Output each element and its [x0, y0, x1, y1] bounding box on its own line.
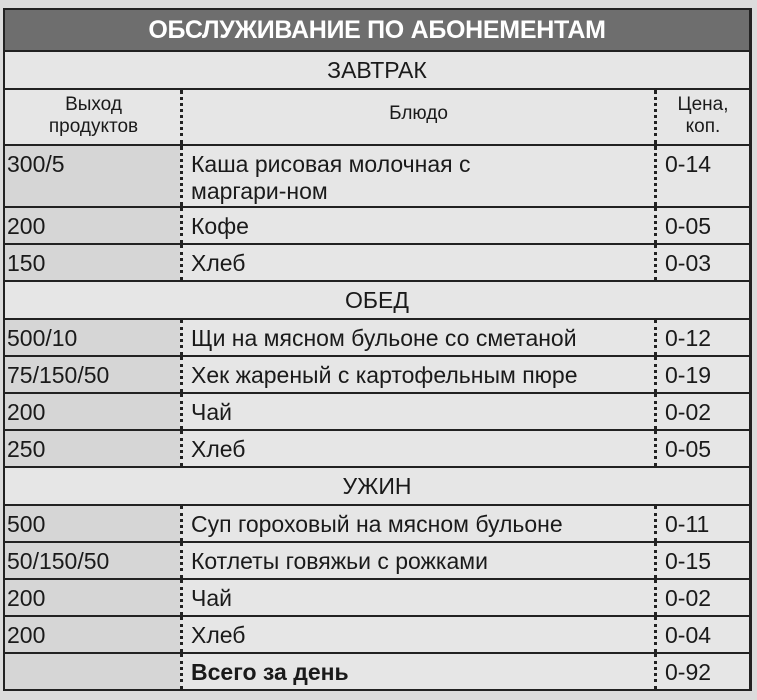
price-cell: 0-14 — [654, 146, 749, 206]
dish-cell: Суп гороховый на мясном бульоне — [180, 506, 654, 541]
dish-cell: Хек жареный с картофельным пюре — [180, 357, 654, 392]
table-row — [5, 357, 749, 394]
dish-cell: Чай — [180, 580, 654, 615]
price-cell: 0-15 — [654, 543, 749, 578]
yield-cell: 200 — [5, 394, 180, 429]
header-dish: Блюдо — [180, 90, 654, 144]
price-cell: 0-02 — [654, 394, 749, 429]
table-row — [5, 506, 749, 543]
table-row — [5, 245, 749, 282]
total-row — [5, 654, 749, 689]
section-dinner: УЖИН — [5, 468, 749, 506]
header-yield-line1: Выход — [65, 94, 122, 115]
header-yield — [5, 90, 180, 144]
table-row — [5, 394, 749, 431]
yield-cell: 500/10 — [5, 320, 180, 355]
header-price-line2: коп. — [685, 116, 721, 137]
yield-cell: 50/150/50 — [5, 543, 180, 578]
dish-cell: Хлеб — [180, 431, 654, 466]
section-lunch: ОБЕД — [5, 282, 749, 320]
price-cell: 0-02 — [654, 580, 749, 615]
dish-cell: Хлеб — [180, 245, 654, 280]
price-cell: 0-19 — [654, 357, 749, 392]
total-price: 0-92 — [654, 654, 749, 689]
header-price — [654, 90, 749, 144]
dish-cell: Каша рисовая молочная с маргари-ном — [180, 146, 654, 206]
price-cell: 0-05 — [654, 208, 749, 243]
yield-cell: 150 — [5, 245, 180, 280]
table-row — [5, 146, 749, 208]
dish-cell: Котлеты говяжьи с рожками — [180, 543, 654, 578]
dish-cell: Щи на мясном бульоне со сметаной — [180, 320, 654, 355]
dish-cell: Хлеб — [180, 617, 654, 652]
yield-cell: 300/5 — [5, 146, 180, 206]
dish-cell: Чай — [180, 394, 654, 429]
yield-cell: 250 — [5, 431, 180, 466]
table-row — [5, 543, 749, 580]
table-row — [5, 320, 749, 357]
yield-cell: 200 — [5, 208, 180, 243]
yield-cell: 75/150/50 — [5, 357, 180, 392]
header-yield-line2: продуктов — [48, 116, 139, 137]
table-row — [5, 580, 749, 617]
price-cell: 0-05 — [654, 431, 749, 466]
header-price-line1: Цена, — [677, 94, 729, 115]
dish-cell: Кофе — [180, 208, 654, 243]
yield-cell: 200 — [5, 580, 180, 615]
price-cell: 0-12 — [654, 320, 749, 355]
yield-cell: 200 — [5, 617, 180, 652]
header-row — [5, 90, 749, 146]
total-label: Всего за день — [180, 654, 654, 689]
table-row — [5, 431, 749, 468]
price-cell: 0-11 — [654, 506, 749, 541]
price-cell: 0-03 — [654, 245, 749, 280]
section-breakfast: ЗАВТРАК — [5, 52, 749, 90]
table-title: ОБСЛУЖИВАНИЕ ПО АБОНЕМЕНТАМ — [5, 10, 749, 52]
table-row — [5, 617, 749, 654]
subscription-menu-table — [3, 8, 752, 691]
table-row — [5, 208, 749, 245]
yield-cell: 500 — [5, 506, 180, 541]
price-cell: 0-04 — [654, 617, 749, 652]
empty-cell — [5, 654, 180, 689]
